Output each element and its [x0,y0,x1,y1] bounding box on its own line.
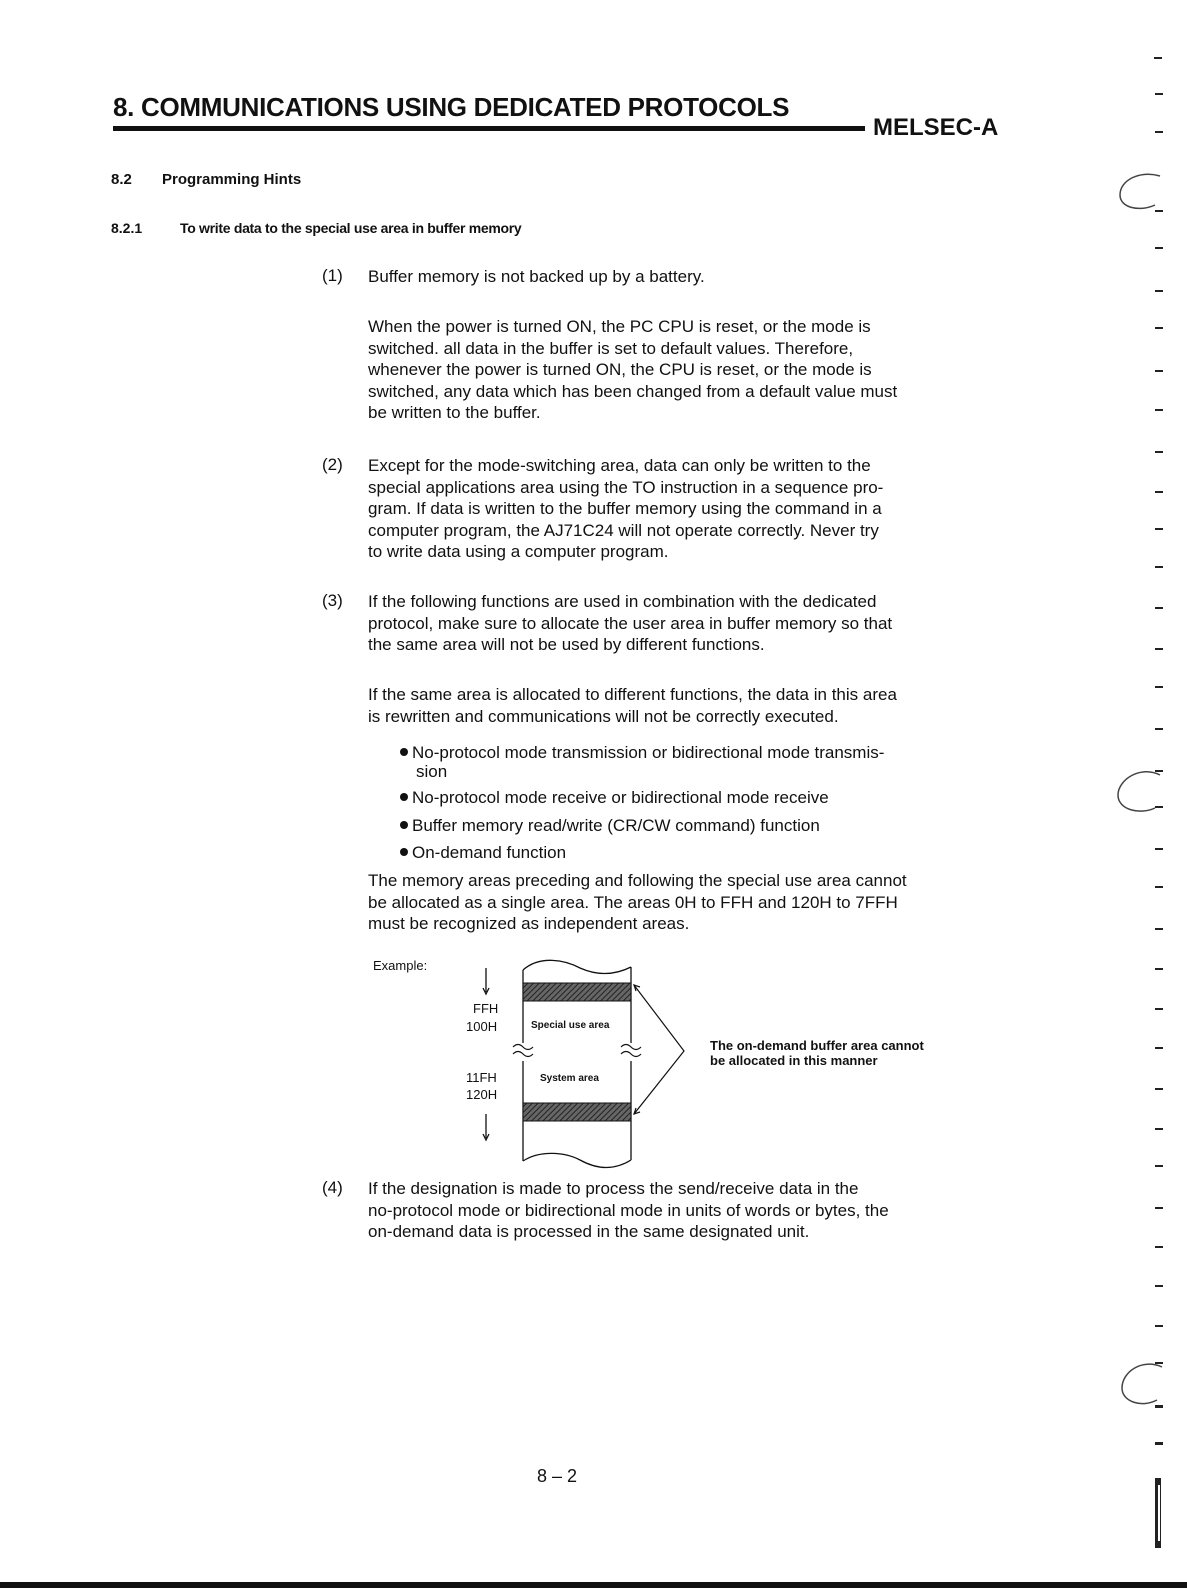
hatched-block-lower [523,1103,631,1121]
arrow-down-icon [483,968,489,994]
list-item: Buffer memory read/write (CR/CW command) function [400,816,820,835]
example-label: Example: [373,958,428,973]
list-item: On-demand function [400,843,566,862]
list-item: No-protocol mode receive or bidirectional mode receive [400,788,829,807]
item-3-number: (3) [322,591,343,610]
address-ffh: FFH [473,1001,499,1016]
item-4-text: If the designation is made to process the send/receive data in the no-protocol mode or bidirectional mode in units of words or bytes, the on-demand data is processed in the same designated unit. [368,1179,889,1241]
page-number: 8 – 2 [537,1466,578,1486]
item-3-text: If the following functions are used in combination with the dedicated protocol, make sure to allocate the user area in buffer memory so that the same area will not be used by different functions. [368,592,893,654]
list-item-continuation: sion [416,762,448,781]
bottom-rule [0,1582,1187,1588]
item-1-paragraph-2: When the power is turned ON, the PC CPU is reset, or the mode is switched. all data in the buffer is set to default values. Therefore, whenever the power is turned ON, the CPU is reset, or the mode is switched, any data which has been changed from a default value must be written to the buffer. [368,317,898,422]
binder-margin [1100,0,1187,1594]
address-11fh: 11FH [466,1070,497,1085]
hatched-block-upper [523,983,631,1001]
item-2-number: (2) [322,455,343,474]
item-3-paragraph-3: The memory areas preceding and following the special use area cannot be allocated as a single area. The areas 0H to FFH and 120H to 7FFH must be recognized as independent areas. [368,871,907,933]
diagram-note: The on-demand buffer area cannot be allocated in this manner [710,1038,924,1068]
subsection-number: 8.2.1 [111,220,143,236]
special-use-area-label: Special use area [531,1020,610,1031]
brand-label: MELSEC-A [873,114,999,141]
list-item: No-protocol mode transmission or bidirectional mode transmis- [400,743,884,762]
break-mark-icon [513,1045,641,1057]
chapter-title: 8. COMMUNICATIONS USING DEDICATED PROTOCOLS [113,92,790,122]
item-4-number: (4) [322,1178,343,1197]
item-3-paragraph-2: If the same area is allocated to different functions, the data in this area is rewritten and communications will not be correctly executed. [368,685,897,726]
item-2-text: Except for the mode-switching area, data can only be written to the special applications area using the TO instruction in a sequence pro- gram. If data is written to the buffer memory using the command in a computer program, the AJ71C24 will not operate correctly. Never try to write data using a computer program. [368,456,884,561]
address-120h: 120H [466,1087,498,1102]
section-number: 8.2 [111,171,132,188]
item-1-number: (1) [322,266,343,285]
item-1-text: Buffer memory is not backed up by a battery. [368,267,705,286]
system-area-label: System area [540,1073,599,1084]
arrow-down-icon [483,1114,489,1140]
section-title: Programming Hints [162,171,302,188]
subsection-title: To write data to the special use area in buffer memory [180,220,522,236]
address-100h: 100H [466,1019,498,1034]
